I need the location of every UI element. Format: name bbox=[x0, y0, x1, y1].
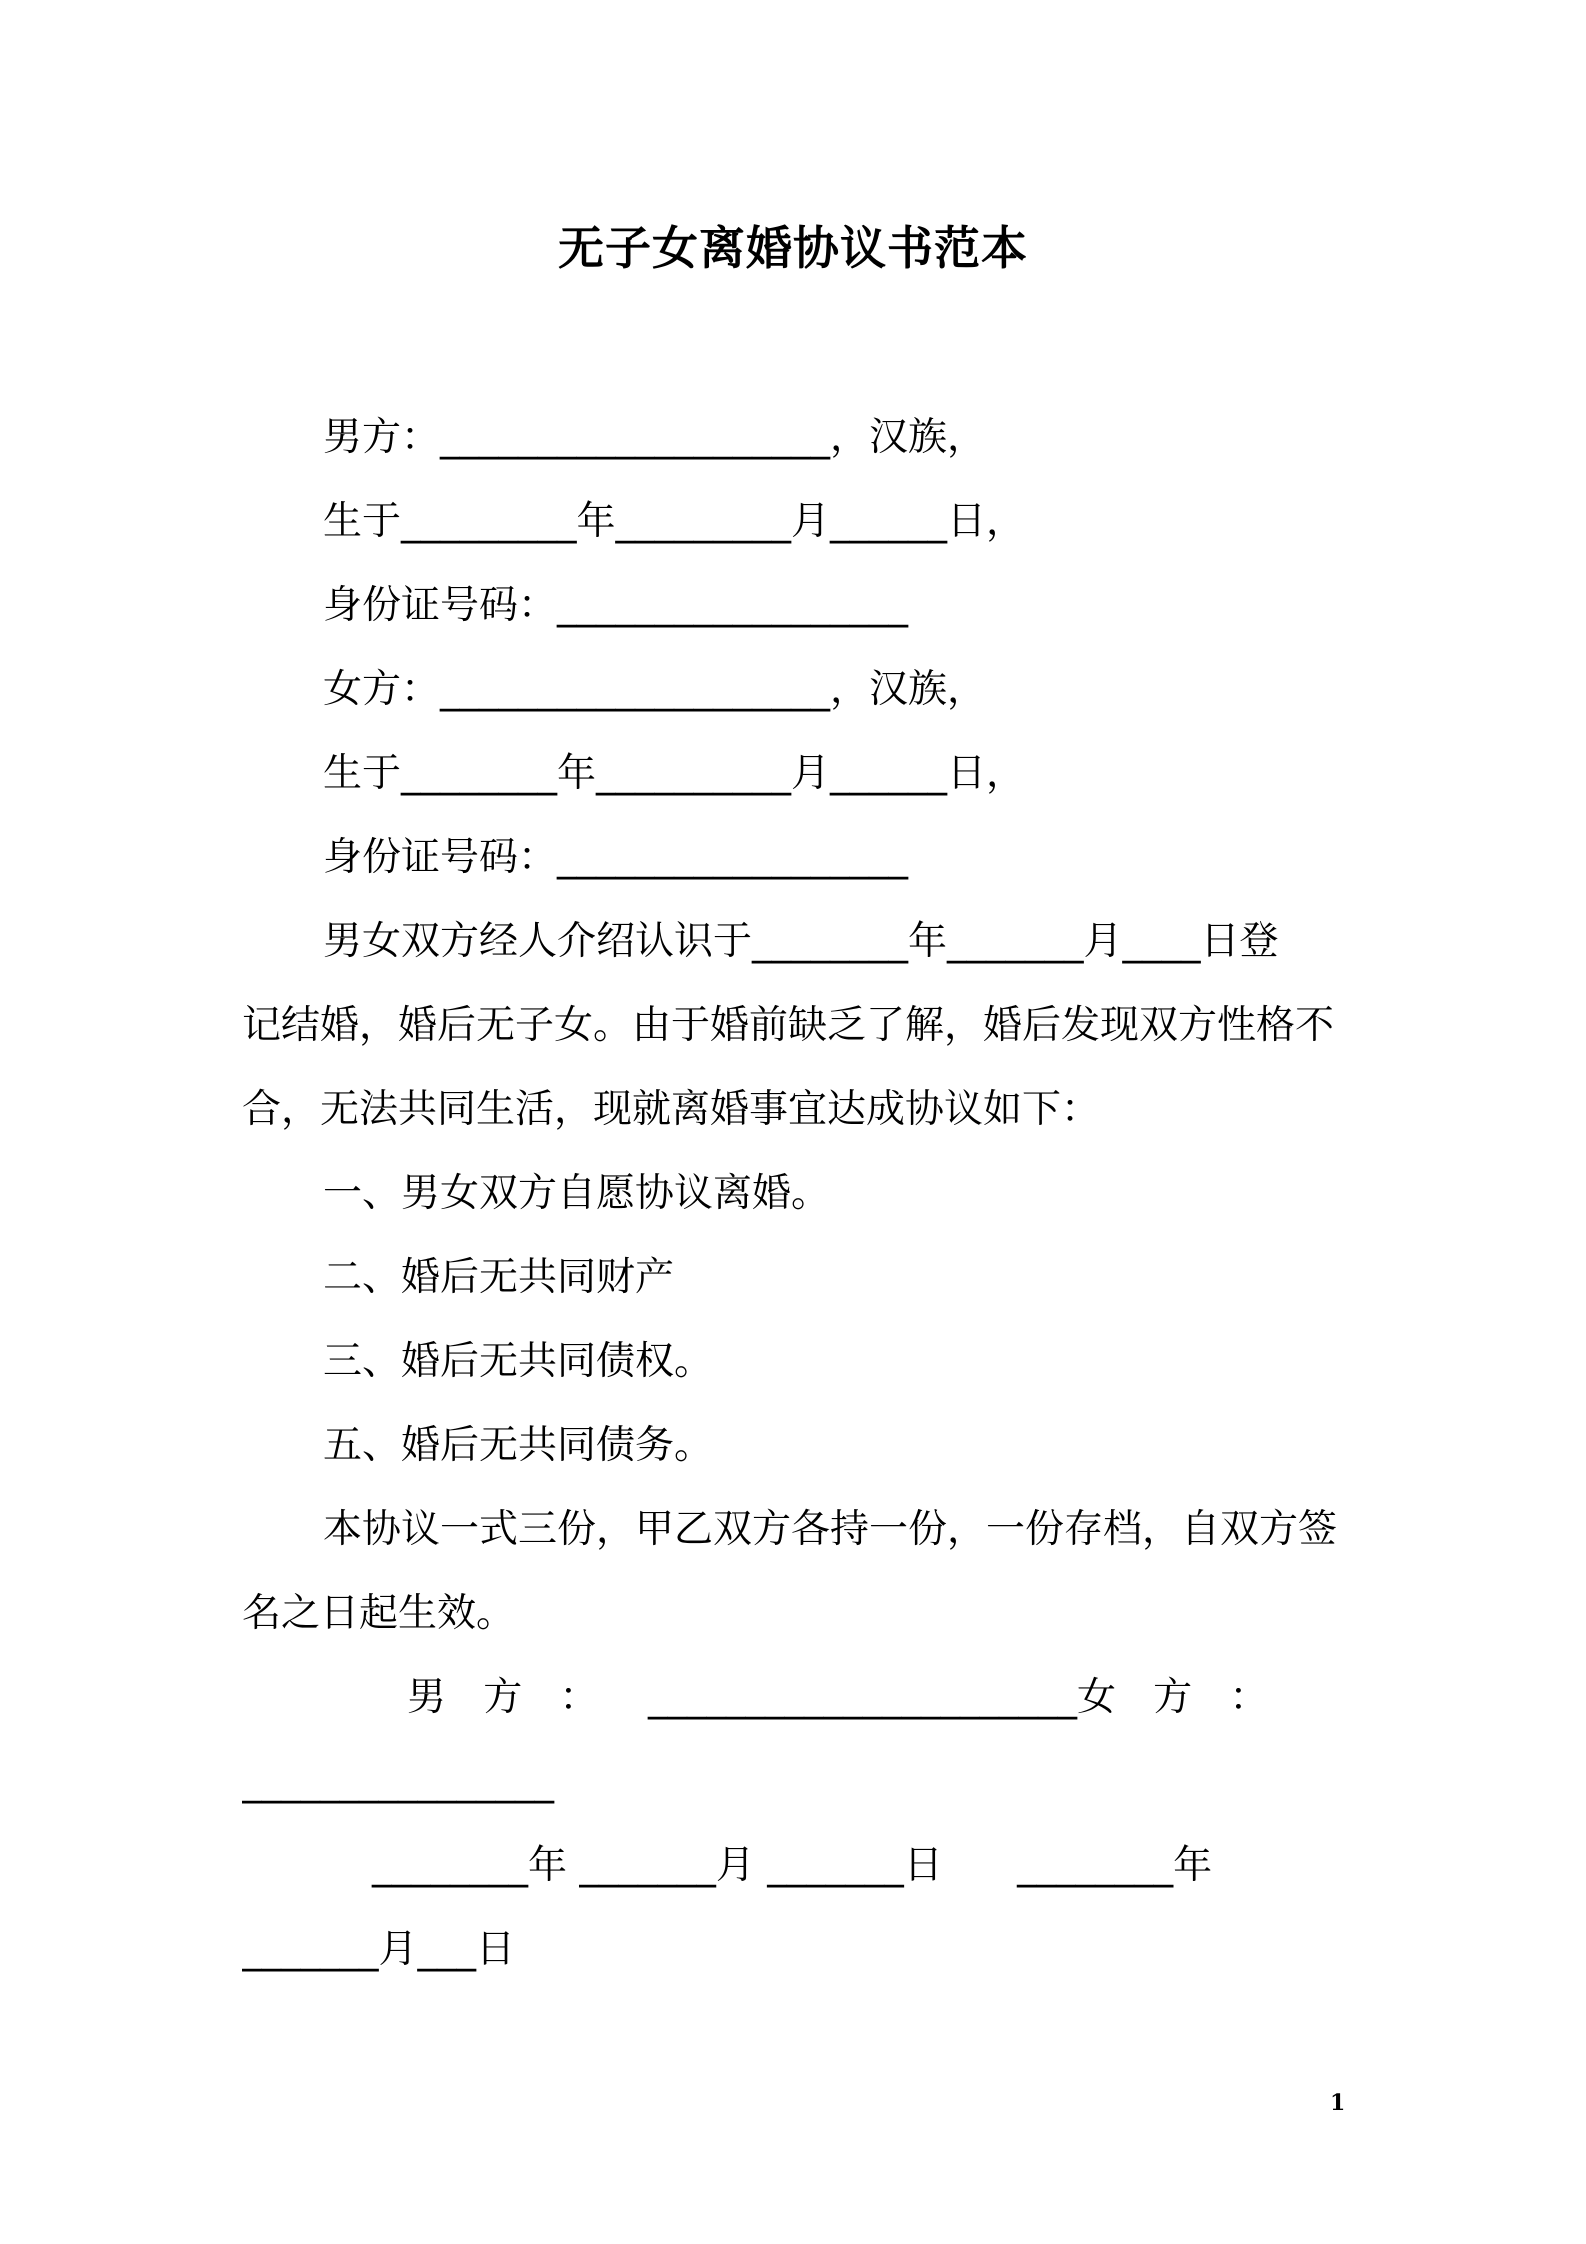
clause-1: 一、男女双方自愿协议离婚。 bbox=[323, 1171, 831, 1216]
signature-line: 男 方 ： ______________________女 方 ： bbox=[407, 1675, 1269, 1720]
male-birth-line: 生于_________年_________月______日， bbox=[323, 499, 1026, 544]
closing-paragraph-line-1: 本协议一式三份，甲乙双方各持一份，一份存档，自双方签 bbox=[323, 1507, 1338, 1552]
closing-paragraph-line-2: 名之日起生效。 bbox=[242, 1591, 516, 1636]
male-id-line: 身份证号码：__________________ bbox=[323, 583, 909, 628]
clause-5: 五、婚后无共同债务。 bbox=[323, 1423, 714, 1468]
page-number: 1 bbox=[1330, 2090, 1346, 2116]
date-line: ________年 _______月 _______日 ________年 bbox=[372, 1843, 1213, 1888]
female-name-line: 女方：____________________，汉族， bbox=[323, 667, 987, 712]
clause-2: 二、婚后无共同财产 bbox=[323, 1255, 675, 1300]
intro-paragraph-line-3: 合，无法共同生活，现就离婚事宜达成协议如下： bbox=[242, 1087, 1101, 1132]
female-birth-line: 生于________年__________月______日， bbox=[323, 751, 1026, 796]
signature-line-continued: ________________ bbox=[242, 1759, 554, 1804]
intro-paragraph-line-2: 记结婚，婚后无子女。由于婚前缺乏了解，婚后发现双方性格不 bbox=[242, 1003, 1335, 1048]
clause-3: 三、婚后无共同债权。 bbox=[323, 1339, 714, 1384]
date-line-continued: _______月___日 bbox=[242, 1927, 516, 1972]
male-name-line: 男方：____________________，汉族， bbox=[323, 415, 987, 460]
female-id-line: 身份证号码：__________________ bbox=[323, 835, 909, 880]
intro-paragraph-line-1: 男女双方经人介绍认识于________年_______月____日登 bbox=[323, 919, 1279, 964]
document-title: 无子女离婚协议书范本 bbox=[558, 221, 1028, 275]
